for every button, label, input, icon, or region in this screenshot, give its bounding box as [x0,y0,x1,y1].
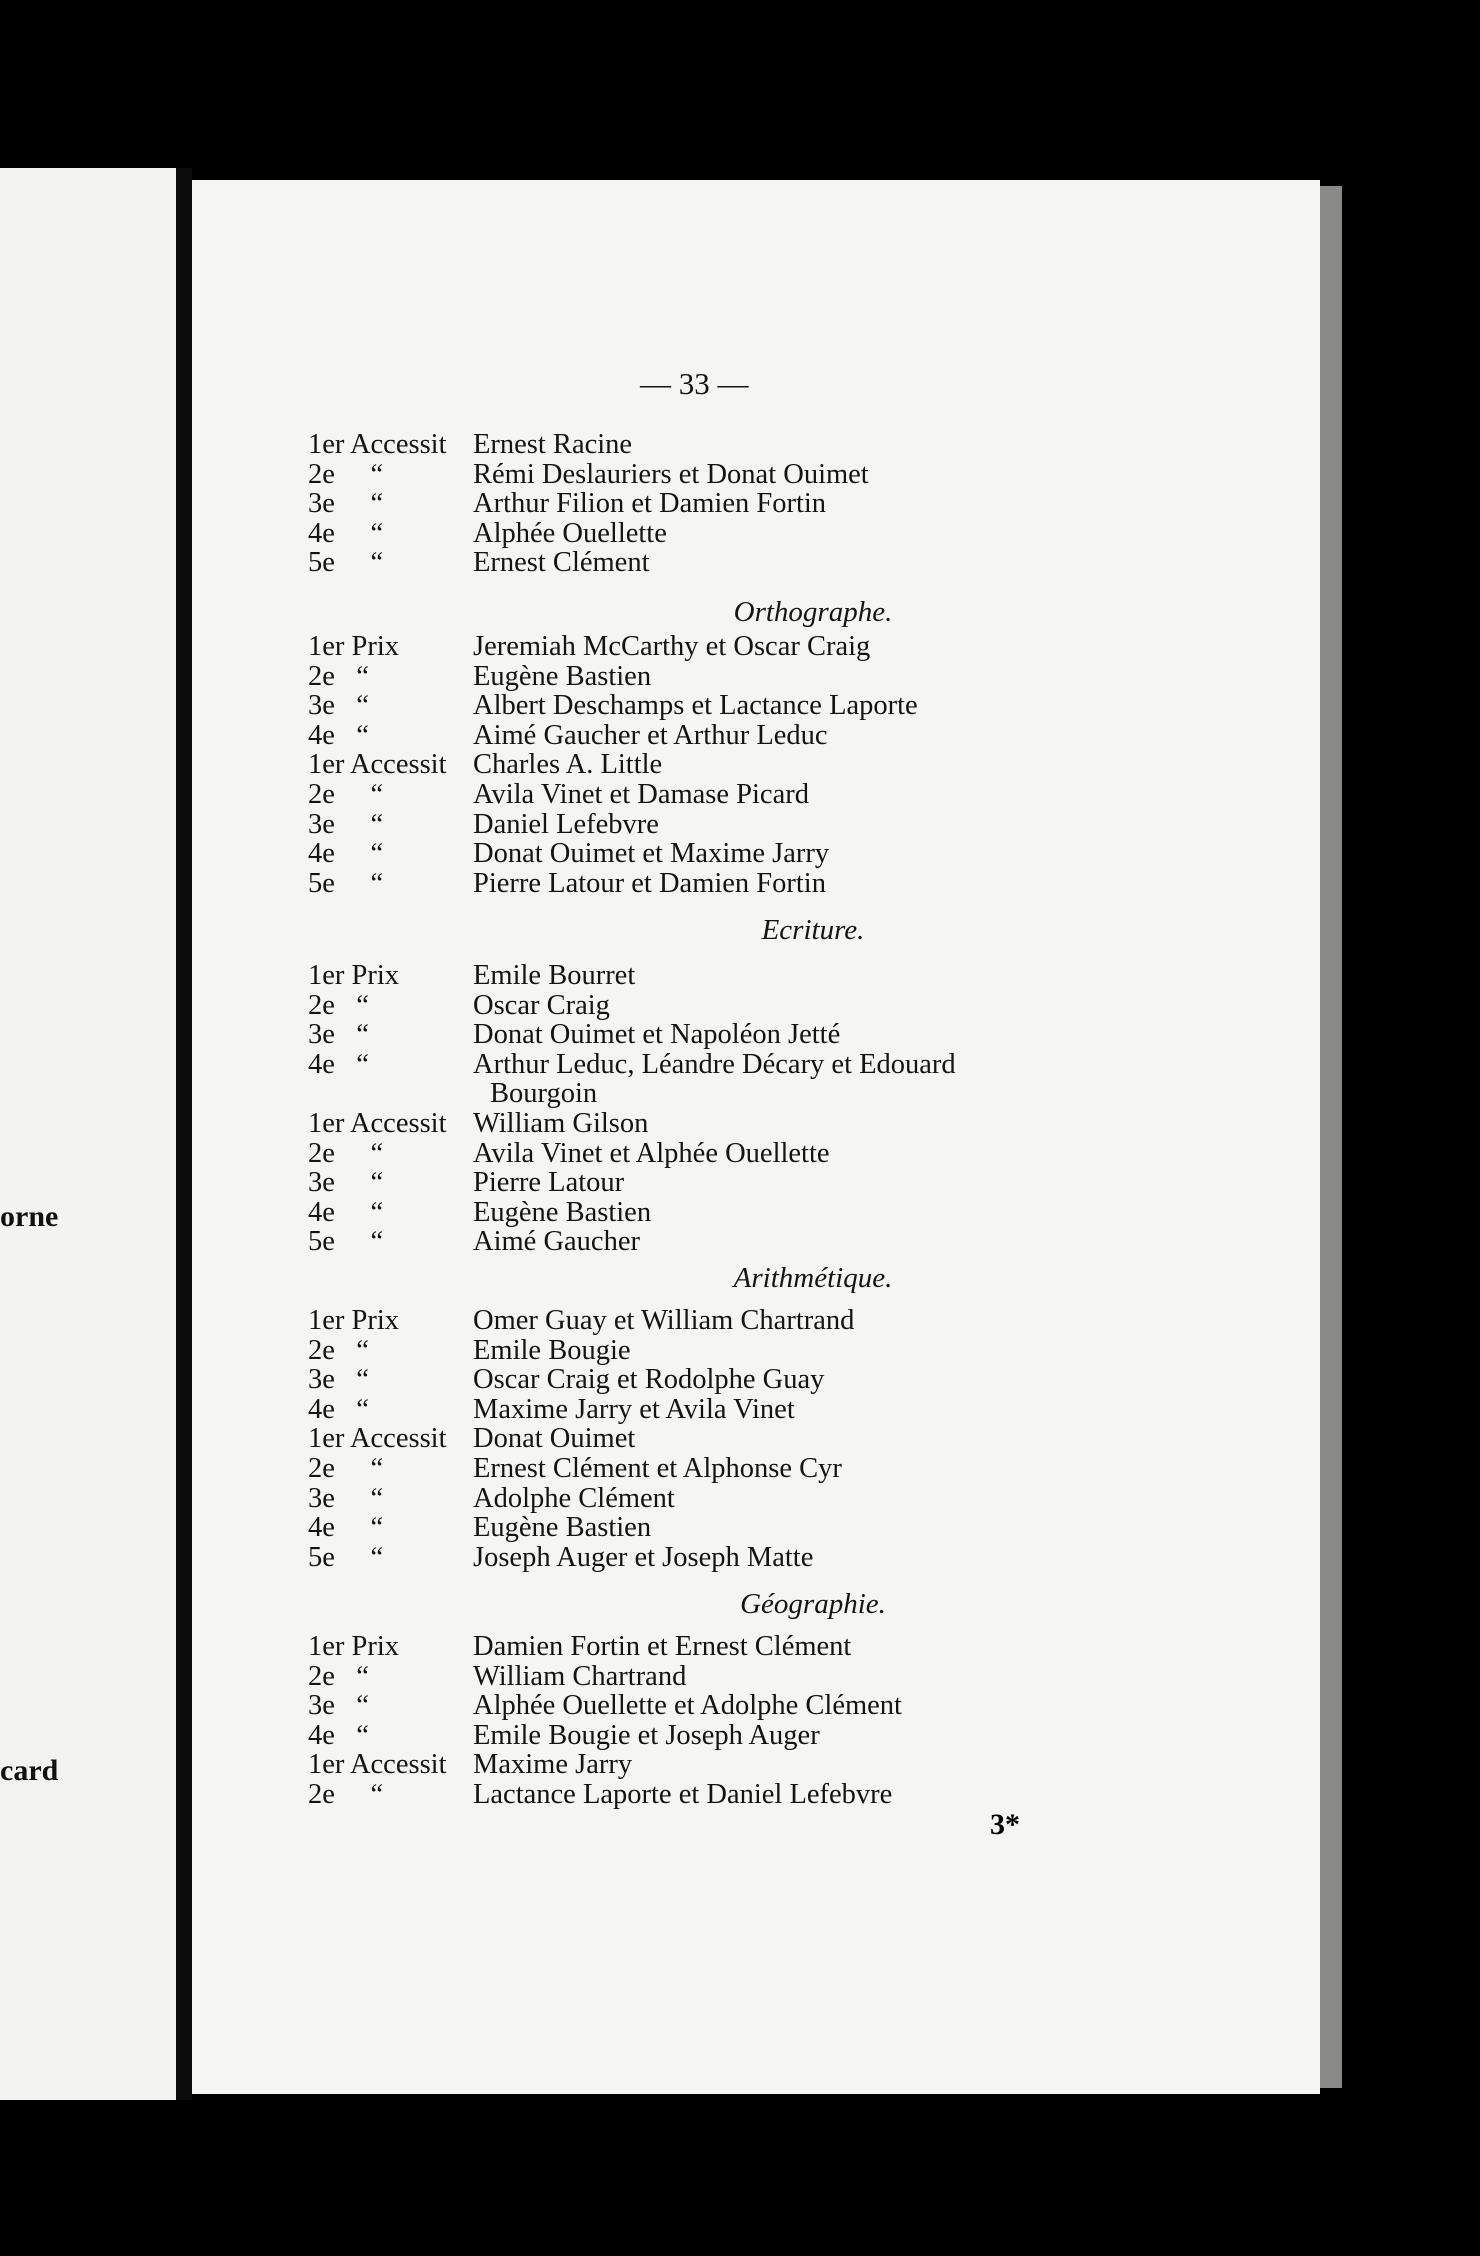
prize-rank: 1er Accessit [308,1423,447,1455]
prize-rank: 5e “ [308,547,384,579]
prize-row [0,1306,1480,1336]
student-names: William Gilson [473,1108,649,1139]
section-heading: Arithmétique. [733,1262,893,1294]
prize-rank: 2e “ [308,1779,384,1810]
student-names: Arthur Leduc, Léandre Décary et Edouard [473,1048,956,1080]
student-names: Donat Ouimet et Napoléon Jetté [473,1019,841,1051]
prize-row [0,1750,1480,1780]
prize-rank: 2e “ [308,1660,369,1692]
student-names: Eugène Bastien [473,1512,652,1544]
prize-row [0,1050,1480,1080]
student-names: Daniel Lefebvre [473,808,659,840]
prize-row [0,1632,1480,1662]
prize-rank: 1er Prix [308,631,400,662]
student-names: Rémi Deslauriers et Donat Ouimet [473,458,869,490]
prize-rank: 3e “ [308,488,384,520]
student-names-continuation: Bourgoin [490,1078,598,1110]
prize-rank: 3e “ [308,690,369,722]
student-names: Aimé Gaucher [473,1226,640,1258]
student-names: Oscar Craig et Rodolphe Guay [473,1364,825,1396]
prize-row [0,1109,1480,1139]
student-names: Omer Guay et William Chartrand [473,1305,855,1336]
prize-row [0,1365,1480,1395]
left-page-fragment: card [0,1754,59,1787]
prize-rank: 4e “ [308,719,369,751]
prize-rank: 5e “ [308,1226,384,1258]
prize-row [0,1020,1480,1050]
prize-row [0,548,1480,578]
prize-row [0,991,1480,1021]
student-names: Avila Vinet et Damase Picard [473,779,809,810]
prize-row [0,1662,1480,1692]
prize-row [0,460,1480,490]
student-names: Donat Ouimet [473,1423,636,1455]
prize-row [0,1691,1480,1721]
prize-row [0,1513,1480,1543]
student-names: Alphée Ouellette et Adolphe Clément [473,1690,902,1722]
prize-rank: 3e “ [308,1690,369,1722]
prize-rank: 4e “ [308,1048,369,1080]
prize-row [0,489,1480,519]
prize-row [0,1395,1480,1425]
student-names: Ernest Racine [473,429,633,460]
student-names: Albert Deschamps et Lactance Laporte [473,690,918,722]
prize-rank: 2e “ [308,1453,384,1484]
prize-row [0,1198,1480,1228]
prize-row [0,780,1480,810]
prize-rank: 4e “ [308,1393,369,1425]
student-names: Damien Fortin et Ernest Clément [473,1631,852,1662]
prize-row [0,519,1480,549]
prize-rank: 1er Accessit [308,1108,447,1139]
prize-rank: 1er Accessit [308,1749,447,1781]
student-names: Eugène Bastien [473,660,652,692]
student-names: Maxime Jarry [473,1749,633,1781]
student-names: Lactance Laporte et Daniel Lefebvre [473,1779,893,1810]
prize-row [0,1139,1480,1169]
prize-rank: 2e “ [308,660,369,692]
left-page-fragment: orne [0,1200,59,1233]
prize-row [0,1454,1480,1484]
prize-row [0,721,1480,751]
student-names: Ernest Clément [473,547,650,579]
prize-rank: 4e “ [308,838,384,870]
student-names: Pierre Latour [473,1167,625,1199]
prize-row [0,632,1480,662]
prize-row [0,961,1480,991]
prize-rank: 1er Prix [308,1631,400,1662]
prize-row [0,1336,1480,1366]
student-names: Charles A. Little [473,749,663,781]
prize-rank: 3e “ [308,1482,384,1514]
section-heading: Géographie. [740,1588,886,1620]
student-names: Arthur Filion et Damien Fortin [473,488,827,520]
prize-rank: 2e “ [308,1334,369,1366]
prize-rank: 1er Prix [308,1305,400,1336]
prize-rank: 3e “ [308,808,384,840]
page-number: — 33 — [640,366,749,401]
prize-row [0,1227,1480,1257]
prize-rank: 2e “ [308,458,384,490]
student-names: Eugène Bastien [473,1196,652,1228]
prize-rank: 5e “ [308,867,384,899]
section-heading: Ecriture. [761,914,865,946]
prize-rank: 4e “ [308,1719,369,1751]
prize-rank: 3e “ [308,1167,384,1199]
prize-rank: 4e “ [308,517,384,549]
prize-row [0,1780,1480,1810]
prize-row [0,869,1480,899]
student-names: Avila Vinet et Alphée Ouellette [473,1137,830,1169]
signature-mark: 3* [990,1808,1020,1841]
prize-rank: 4e “ [308,1196,384,1228]
student-names: Alphée Ouellette [473,517,667,549]
prize-rank: 2e “ [308,1137,384,1169]
student-names: Adolphe Clément [473,1482,675,1514]
student-names: Maxime Jarry et Avila Vinet [473,1393,795,1425]
prize-row [0,691,1480,721]
prize-row [0,750,1480,780]
student-names: Aimé Gaucher et Arthur Leduc [473,719,828,751]
prize-rank: 1er Accessit [308,429,447,460]
student-names: Jeremiah McCarthy et Oscar Craig [473,631,871,662]
student-names: Emile Bougie et Joseph Auger [473,1719,820,1751]
prize-rank: 3e “ [308,1019,369,1051]
student-names: Emile Bourret [473,960,636,991]
prize-rank: 5e “ [308,1541,384,1573]
prize-row [0,810,1480,840]
prize-rank: 1er Accessit [308,749,447,781]
prize-rank: 2e “ [308,989,369,1021]
student-names: William Chartrand [473,1660,687,1692]
student-names: Emile Bougie [473,1334,631,1366]
student-names: Donat Ouimet et Maxime Jarry [473,838,830,870]
student-names: Ernest Clément et Alphonse Cyr [473,1453,842,1484]
prize-row [0,1484,1480,1514]
prize-row [0,1721,1480,1751]
section-heading: Orthographe. [733,596,893,628]
student-names: Oscar Craig [473,989,610,1021]
prize-row [0,839,1480,869]
prize-row [0,662,1480,692]
prize-row [0,430,1480,460]
prize-rank: 4e “ [308,1512,384,1544]
student-names: Pierre Latour et Damien Fortin [473,867,826,899]
prize-rank: 3e “ [308,1364,369,1396]
prize-row [0,1168,1480,1198]
student-names: Joseph Auger et Joseph Matte [473,1541,814,1573]
prize-row [0,1543,1480,1573]
prize-rank: 1er Prix [308,960,400,991]
prize-row [0,1424,1480,1454]
prize-rank: 2e “ [308,779,384,810]
